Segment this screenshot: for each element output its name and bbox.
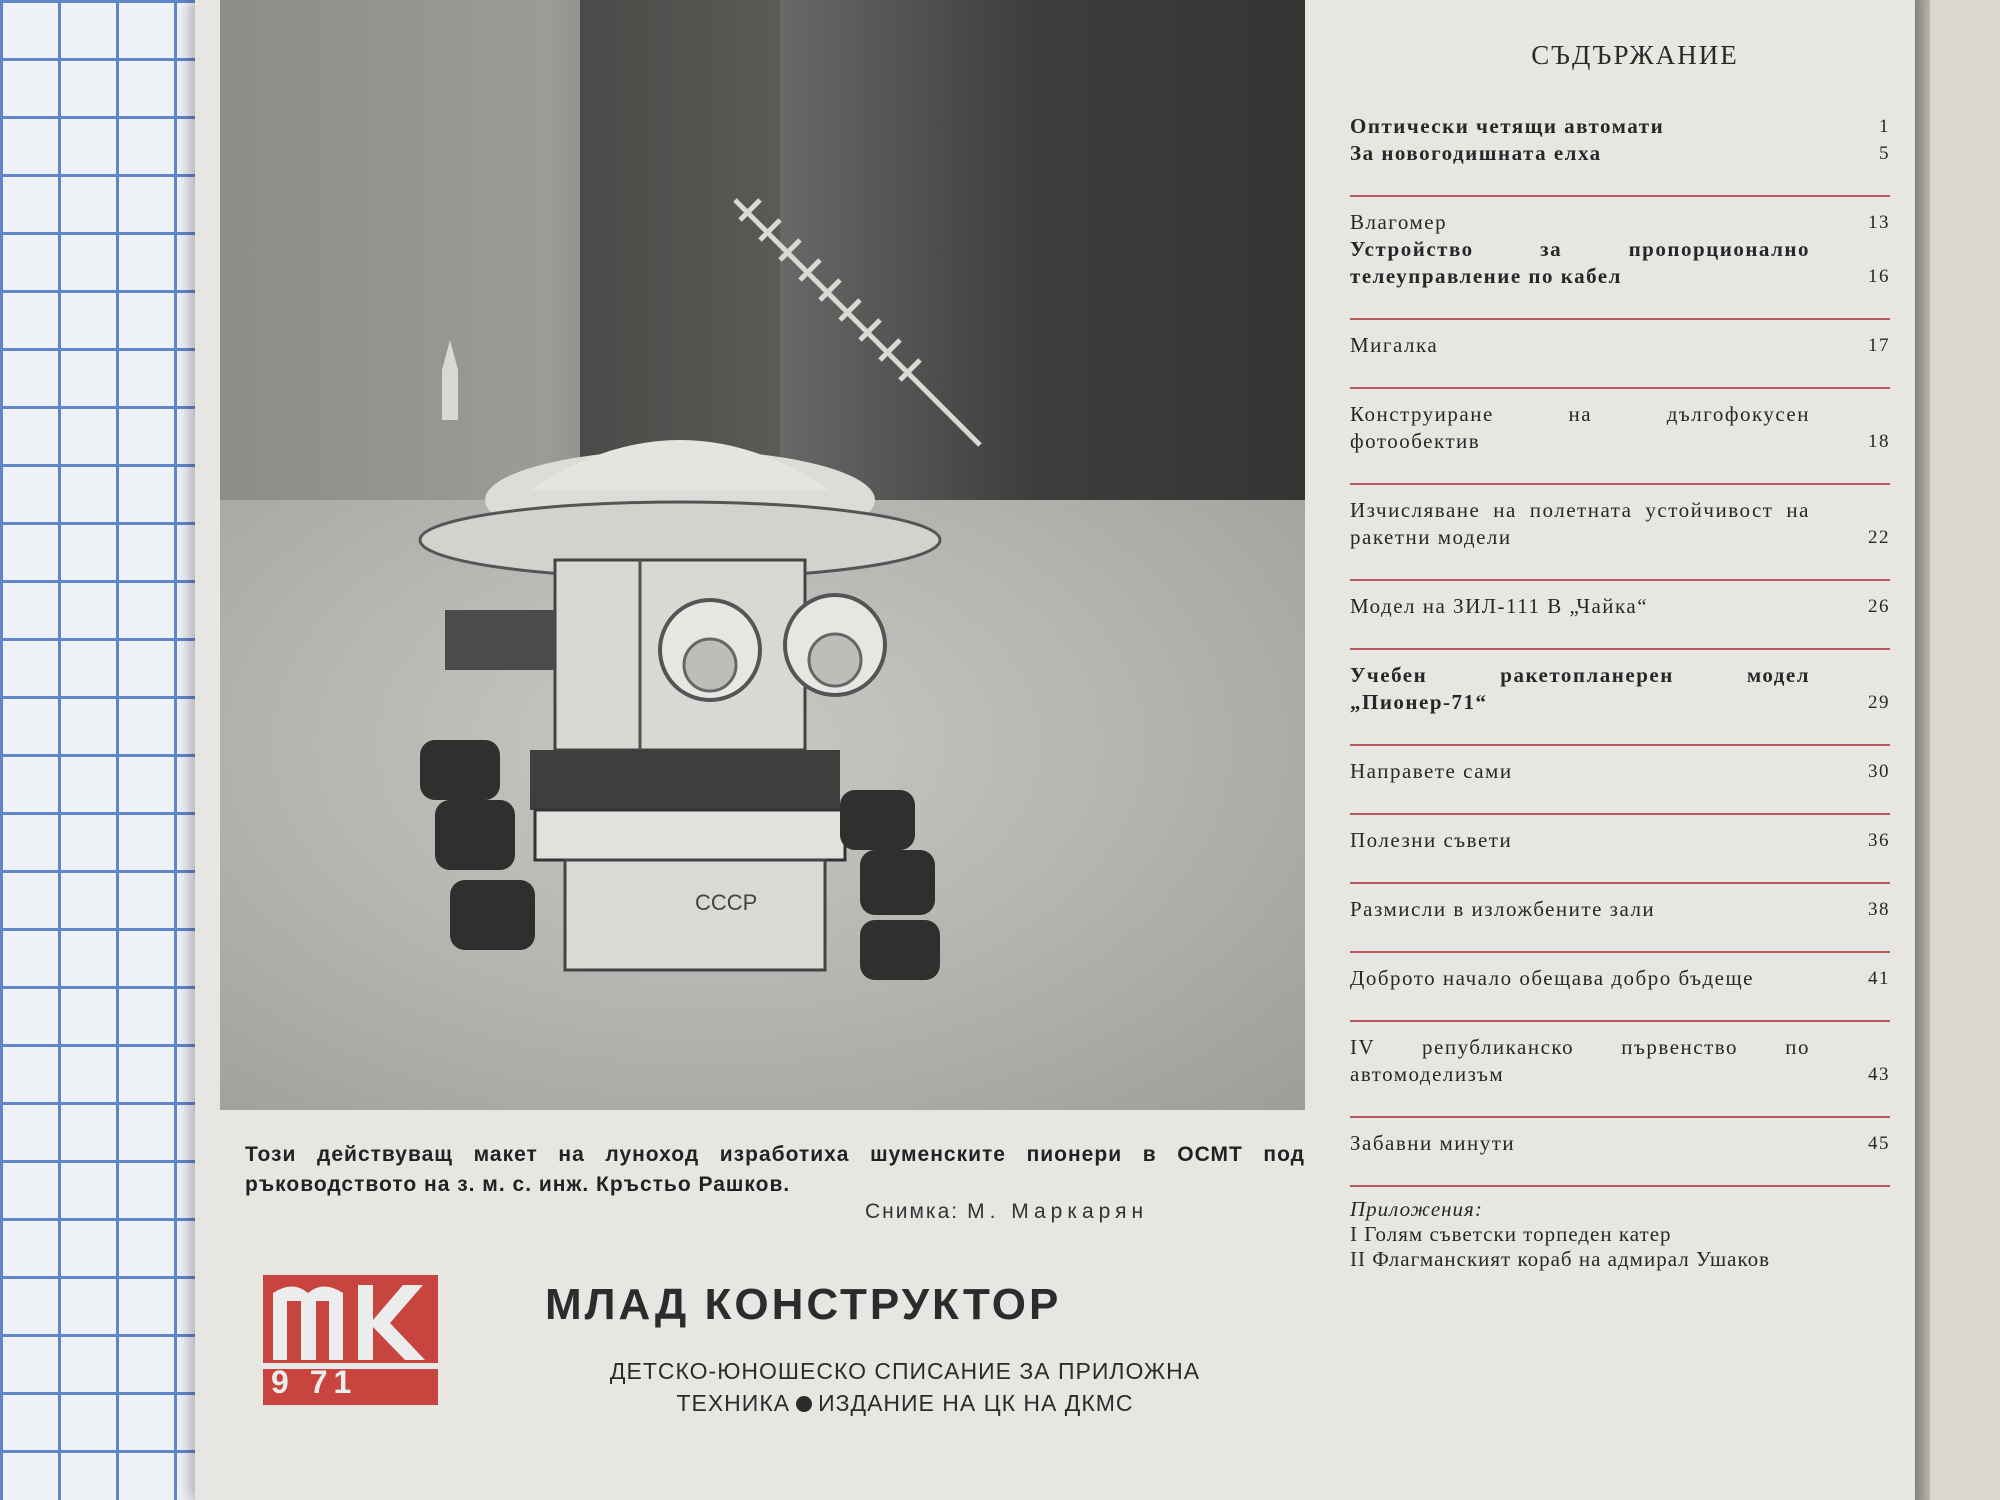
toc-item <box>1350 497 1890 551</box>
toc-item-page: 5 <box>1879 143 1890 164</box>
toc-group <box>1350 581 1890 650</box>
magazine-logo <box>263 1275 438 1405</box>
magazine-page <box>195 0 1915 1500</box>
toc-group <box>1350 1118 1890 1187</box>
appendix-item: II Флагманският кораб на адмирал Ушаков <box>1350 1247 1771 1271</box>
rover-label: СССР <box>695 890 758 915</box>
toc-item <box>1350 332 1890 359</box>
toc-item <box>1350 209 1890 236</box>
toc-group <box>1350 884 1890 953</box>
toc-item <box>1350 662 1890 716</box>
toc-item <box>1350 758 1890 785</box>
logo-issue-number: 9 71 <box>271 1364 358 1400</box>
toc-item-page: 38 <box>1868 899 1890 920</box>
toc-group <box>1350 197 1890 320</box>
magazine-title: МЛАД КОНСТРУКТОР <box>545 1280 1062 1329</box>
toc-item <box>1350 1034 1890 1088</box>
toc-item-title: Доброто начало обещава добро бъдеще <box>1350 966 1754 990</box>
toc-item-title: За новогодишната елха <box>1350 141 1602 165</box>
toc-item-page: 26 <box>1868 596 1890 617</box>
toc-group <box>1350 320 1890 389</box>
toc-group <box>1350 113 1890 197</box>
toc-item-title: Учебен ракетопланерен модел „Пионер-71“ <box>1350 663 1810 714</box>
next-page-edge-light <box>1930 0 2000 1500</box>
toc-item <box>1350 1130 1890 1157</box>
toc-item-page: 16 <box>1868 266 1890 287</box>
subtitle-line-1: ДЕТСКО-ЮНОШЕСКО СПИСАНИЕ ЗА ПРИЛОЖНА <box>609 1358 1201 1384</box>
toc-item <box>1350 113 1890 140</box>
toc-item-page: 43 <box>1868 1064 1890 1085</box>
toc-item-title: Забавни минути <box>1350 1131 1516 1155</box>
toc-item <box>1350 593 1890 620</box>
toc-group <box>1350 815 1890 884</box>
toc-item-page: 13 <box>1868 212 1890 233</box>
subtitle-line-2b: ИЗДАНИЕ НА ЦК НА ДКМС <box>818 1390 1134 1416</box>
toc-item-title: Мигалка <box>1350 333 1439 357</box>
toc-group <box>1350 746 1890 815</box>
toc-item-page: 30 <box>1868 761 1890 782</box>
toc-group <box>1350 953 1890 1022</box>
appendix-label: Приложения: <box>1350 1197 1483 1221</box>
toc-item-title: Размисли в изложбените зали <box>1350 897 1656 921</box>
toc-item <box>1350 401 1890 455</box>
toc-appendix <box>1350 1197 1890 1272</box>
magazine-subtitle <box>565 1355 1245 1419</box>
photo-caption: Този действуващ макет на луноход изработиха шуменските пионери в ОСМТ под ръководството на з. м. с. инж. Кръстьо Рашков. <box>245 1143 1305 1196</box>
toc-item-page: 41 <box>1868 968 1890 989</box>
toc-item-title: Устройство за пропорционално телеуправление по кабел <box>1350 237 1810 288</box>
toc-item-page: 1 <box>1879 116 1890 137</box>
toc-item-title: Изчисляване на полетната устойчивост на ракетни модели <box>1350 498 1810 549</box>
toc-item-title: Конструиране на дългофокусен фотообектив <box>1350 402 1810 453</box>
toc-item-title: Модел на ЗИЛ-111 В „Чайка“ <box>1350 594 1649 618</box>
toc-heading: СЪДЪРЖАНИЕ <box>1531 40 1739 70</box>
photo-credit <box>865 1200 1148 1224</box>
toc-group <box>1350 389 1890 485</box>
mk-logo-letters-icon <box>263 1275 438 1365</box>
toc-item-page: 18 <box>1868 431 1890 452</box>
toc-item-title: Оптически четящи автомати <box>1350 114 1665 138</box>
toc-item-page: 36 <box>1868 830 1890 851</box>
bullet-icon <box>796 1396 812 1412</box>
toc-item <box>1350 827 1890 854</box>
toc-item <box>1350 896 1890 923</box>
photo-credit-name: М. Маркарян <box>967 1200 1149 1223</box>
toc-list <box>1350 113 1890 1187</box>
toc-group <box>1350 1022 1890 1118</box>
toc-item-page: 45 <box>1868 1133 1890 1154</box>
toc-item <box>1350 140 1890 167</box>
toc-item-title: Влагомер <box>1350 210 1448 234</box>
appendix-item: I Голям съветски торпеден катер <box>1350 1222 1672 1246</box>
toc-group <box>1350 650 1890 746</box>
appendix-list <box>1350 1222 1890 1272</box>
toc-item-page: 17 <box>1868 335 1890 356</box>
toc-group <box>1350 485 1890 581</box>
photo-credit-label: Снимка: <box>865 1200 960 1223</box>
toc-item <box>1350 236 1890 290</box>
subtitle-line-2a: ТЕХНИКА <box>676 1390 791 1416</box>
table-of-contents <box>1350 40 1890 1272</box>
toc-item-title: Полезни съвети <box>1350 828 1513 852</box>
toc-item-title: IV републиканско първенство по автомоделизъм <box>1350 1035 1810 1086</box>
toc-item <box>1350 965 1890 992</box>
toc-item-title: Направете сами <box>1350 759 1513 783</box>
subtitle-line-2 <box>565 1387 1245 1419</box>
lunokhod-model-illustration <box>220 0 1305 1110</box>
toc-item-page: 22 <box>1868 527 1890 548</box>
lunokhod-photo <box>220 0 1305 1110</box>
toc-item-page: 29 <box>1868 692 1890 713</box>
